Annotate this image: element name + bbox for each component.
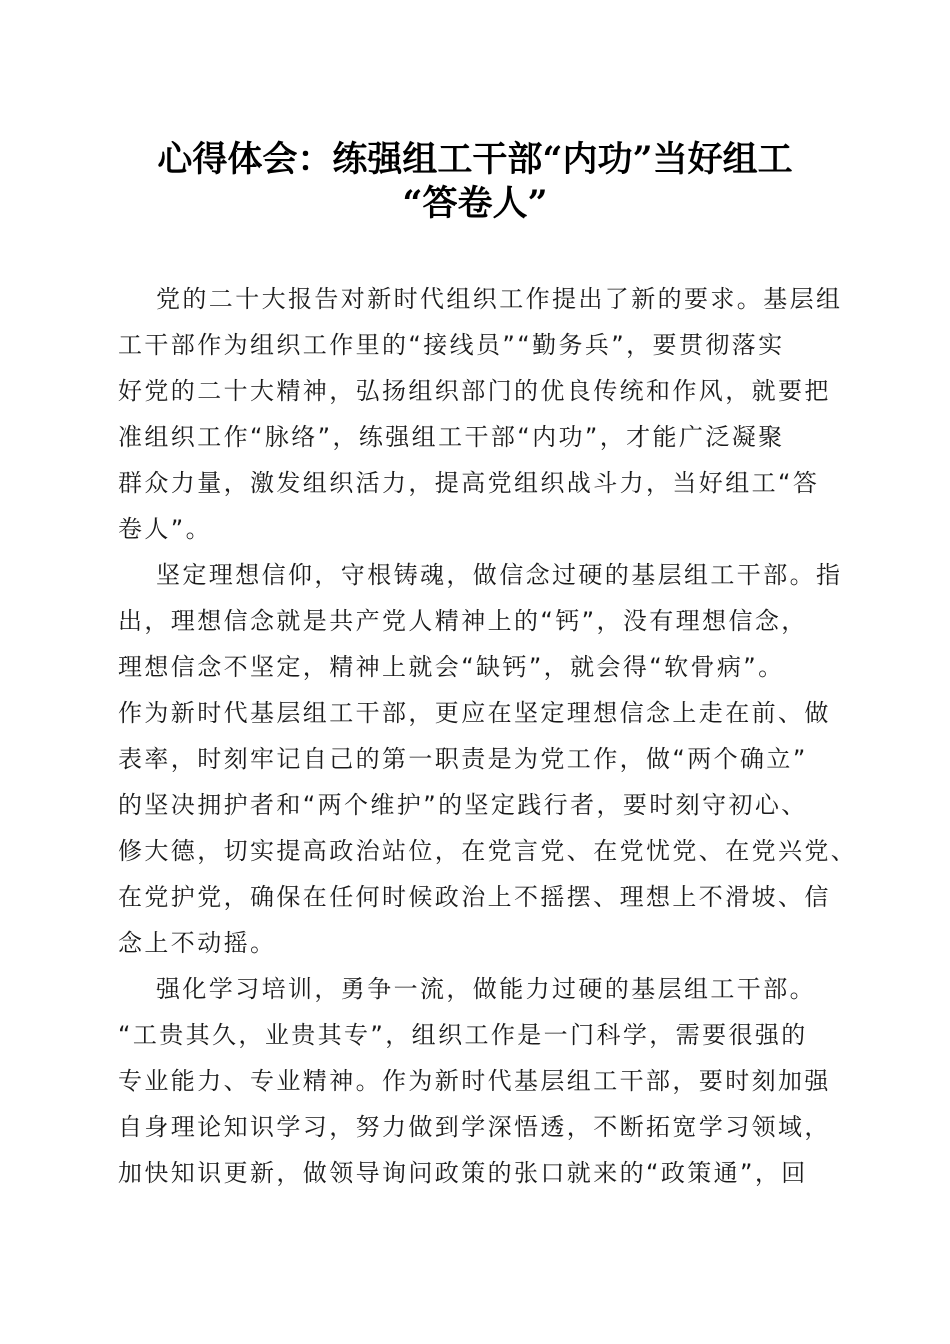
text-line: 理想信念不坚定，精神上就会“缺钙”，就会得“软骨病”。 <box>118 653 785 681</box>
text-line: 强化学习培训，勇争一流，做能力过硬的基层组工干部。 <box>156 975 816 1003</box>
text-line: 自身理论知识学习，努力做到学深悟透，不断拓宽学习领域， <box>118 1113 831 1141</box>
article-body <box>118 276 858 1196</box>
text-line: 坚定理想信仰，守根铸魂，做信念过硬的基层组工干部。指 <box>156 561 843 589</box>
text-line: “工贵其久，业贵其专”，组织工作是一门科学，需要很强的 <box>118 1021 808 1049</box>
text-line: 出，理想信念就是共产党人精神上的“钙”，没有理想信念， <box>118 607 808 635</box>
text-line: 在党护党，确保在任何时候政治上不摇摆、理想上不滑坡、信 <box>118 883 831 911</box>
paragraph-3 <box>118 966 838 1196</box>
text-line: 工干部作为组织工作里的“接线员”“勤务兵”，要贯彻落实 <box>118 331 785 359</box>
text-line: 党的二十大报告对新时代组织工作提出了新的要求。基层组 <box>156 285 843 313</box>
text-line: 念上不动摇。 <box>118 929 277 957</box>
page-title <box>100 138 850 226</box>
text-line: 卷人”。 <box>118 515 213 543</box>
title-line: “答卷人” <box>402 183 548 224</box>
paragraph-1 <box>118 276 843 552</box>
text-line: 作为新时代基层组工干部，更应在坚定理想信念上走在前、做 <box>118 699 831 727</box>
text-line: 的坚决拥护者和“两个维护”的坚定践行者，要时刻守初心、 <box>118 791 808 819</box>
text-line: 修大德，切实提高政治站位，在党言党、在党忧党、在党兴党、 <box>118 837 858 865</box>
text-line: 准组织工作“脉络”，练强组工干部“内功”，才能广泛凝聚 <box>118 423 785 451</box>
text-line: 表率，时刻牢记自己的第一职责是为党工作，做“两个确立” <box>118 745 808 773</box>
text-line: 好党的二十大精神，弘扬组织部门的优良传统和作风，就要把 <box>118 377 831 405</box>
paragraph-2 <box>118 552 858 966</box>
text-line: 专业能力、专业精神。作为新时代基层组工干部，要时刻加强 <box>118 1067 831 1095</box>
text-line: 加快知识更新，做领导询问政策的张口就来的“政策通”，回 <box>118 1159 808 1187</box>
title-line: 心得体会：练强组工干部“内功”当好组工 <box>157 139 793 180</box>
text-line: 群众力量，激发组织活力，提高党组织战斗力，当好组工“答 <box>118 469 820 497</box>
